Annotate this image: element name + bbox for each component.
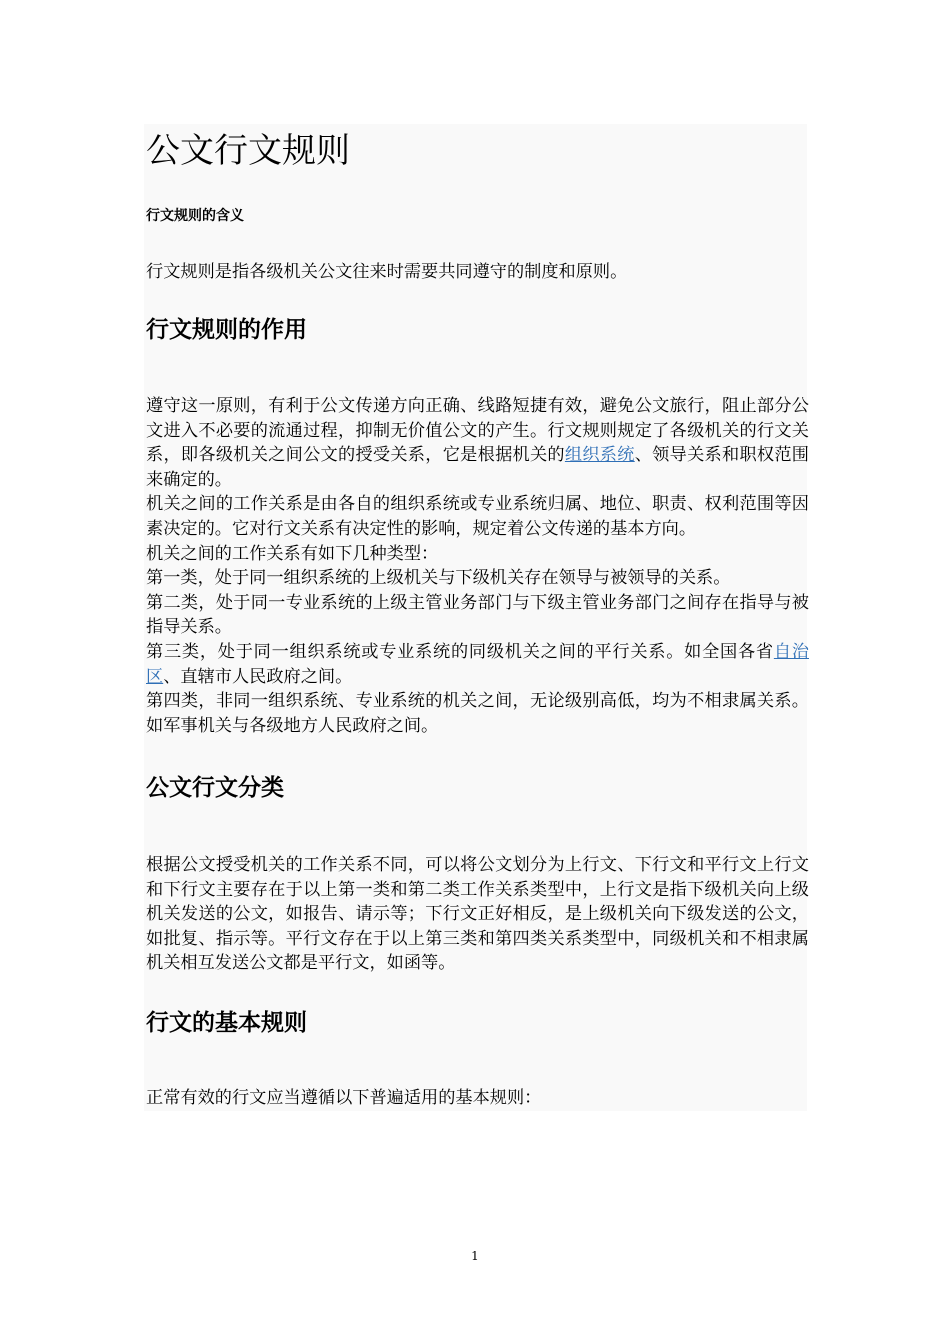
definition-text: 行文规则是指各级机关公文往来时需要共同遵守的制度和原则。	[146, 262, 628, 282]
relationship-paragraph: 机关之间的工作关系是由各自的组织系统或专业系统归属、地位、职责、权利范围等因素决定的。它对行文关系有决定性的影响，规定着公文传递的基本方向。	[146, 494, 809, 539]
type-3-text-start: 第三类，处于同一组织系统或专业系统的同级机关之间的平行关系。如全国各省	[146, 641, 774, 662]
relationship-type-3	[146, 640, 809, 689]
page-number: 1	[471, 1249, 479, 1263]
document-title: 公文行文规则	[146, 131, 350, 171]
link-organization-system[interactable]: 组织系统	[564, 445, 635, 466]
section-body-basic-rules	[146, 1086, 809, 1111]
link-autonomous-region[interactable]: 自治区	[146, 641, 809, 687]
section-heading-basic-rules: 行文的基本规则	[146, 1010, 307, 1036]
basic-rules-intro: 正常有效的行文应当遵循以下普遍适用的基本规则：	[146, 1088, 542, 1108]
purpose-text-end: 、领导关系和职权范围来确定的。	[146, 445, 809, 490]
definition-heading: 行文规则的含义	[146, 208, 244, 224]
type-3-text-end: 、直辖市人民政府之间。	[163, 666, 353, 687]
purpose-text-start: 遵守这一原则，有利于公文传递方向正确、线路短捷有效，避免公文旅行，阻止部分公文进入不必要的流通过程，抑制无价值公文的产生。行文规则规定了各级机关的行文关系，即各级机关之间公文的授受关系，它是根据机关的	[146, 396, 809, 466]
document-body	[144, 124, 807, 1111]
relationship-type-4: 第四类，非同一组织系统、专业系统的机关之间，无论级别高低，均为不相隶属关系。如军事机关与各级地方人民政府之间。	[146, 691, 809, 736]
relationship-type-2: 第二类，处于同一专业系统的上级主管业务部门与下级主管业务部门之间存在指导与被指导关系。	[146, 592, 809, 638]
section-heading-purpose: 行文规则的作用	[146, 317, 307, 343]
section-heading-classification: 公文行文分类	[146, 775, 284, 801]
section-body-classification	[146, 853, 809, 976]
definition-paragraph	[146, 260, 809, 285]
section-body-purpose	[146, 394, 809, 738]
purpose-paragraph	[146, 394, 809, 492]
relationship-types-intro: 机关之间的工作关系有如下几种类型：	[146, 543, 439, 564]
relationship-type-1: 第一类，处于同一组织系统的上级机关与下级机关存在领导与被领导的关系。	[146, 568, 731, 589]
classification-paragraph: 根据公文授受机关的工作关系不同，可以将公文划分为上行文、下行文和平行文上行文和下行文主要存在于以上第一类和第二类工作关系类型中，上行文是指下级机关向上级机关发送的公文，如报告、请示等；下行文正好相反，是上级机关向下级发送的公文，如批复、指示等。平行文存在于以上第三类和第四类关系类型中，同级机关和不相隶属机关相互发送公文都是平行文，如函等。	[146, 855, 809, 974]
